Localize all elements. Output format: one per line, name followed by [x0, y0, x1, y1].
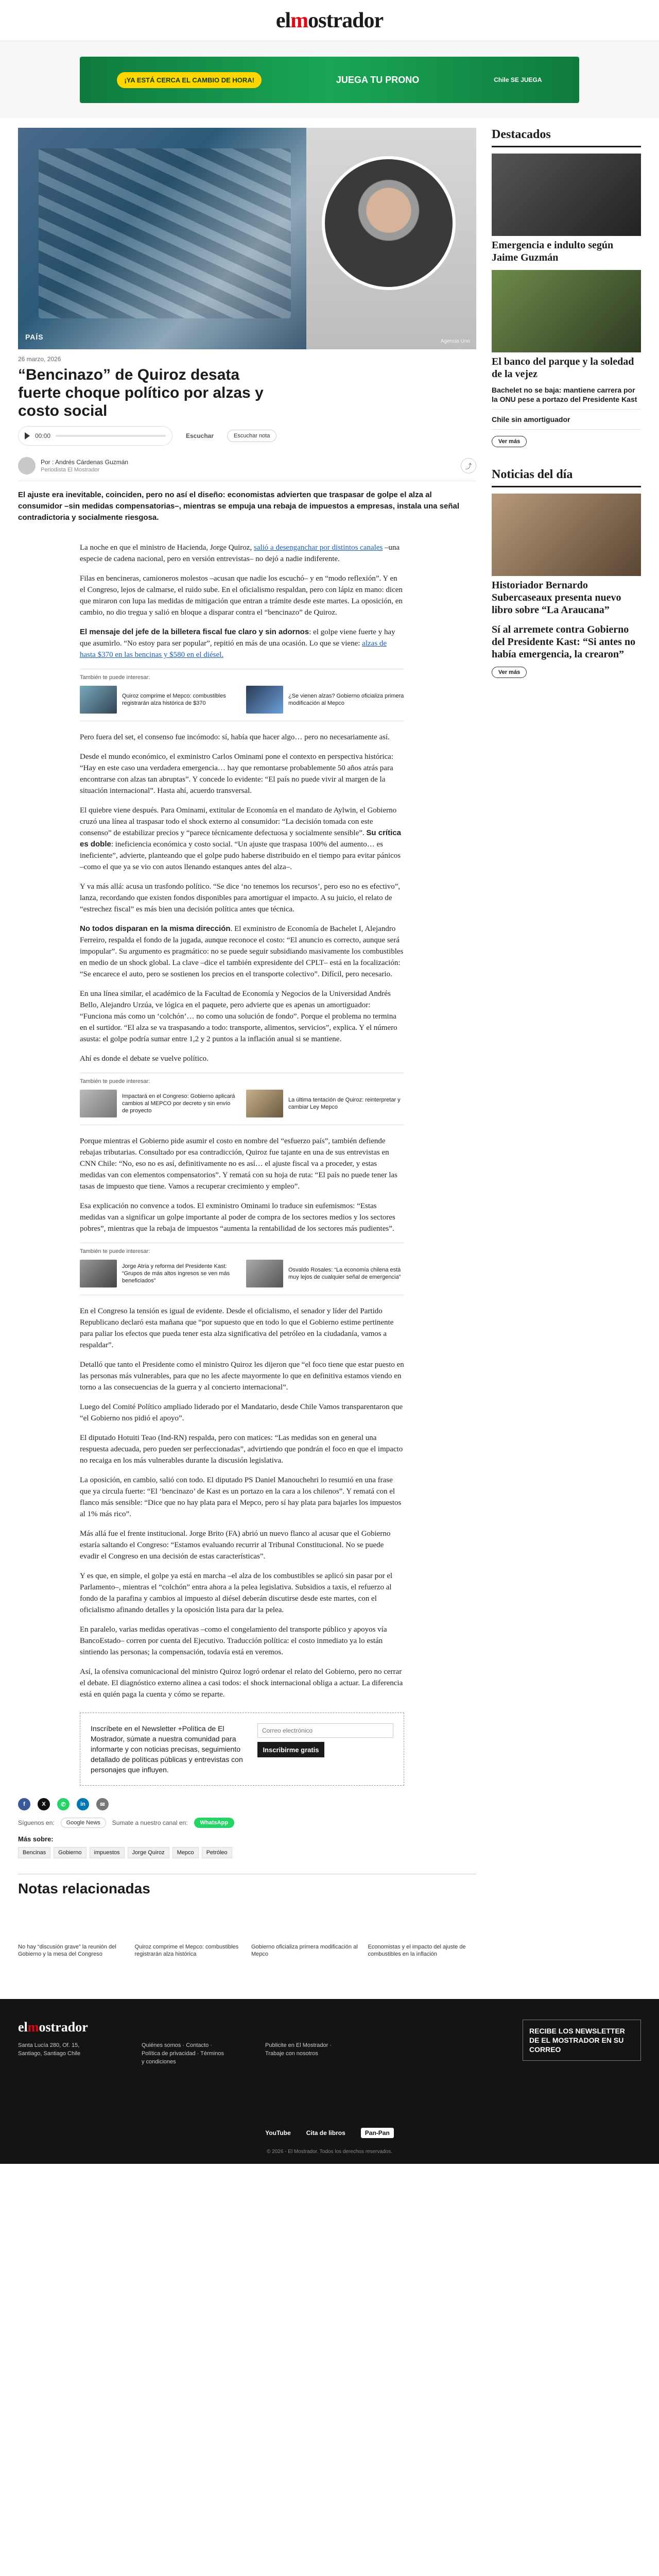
site-footer [0, 1999, 659, 2164]
related-thumbnail [80, 1260, 117, 1287]
sidebar-featured[interactable]: El banco del parque y la soledad de la vejez [492, 270, 641, 380]
tag[interactable]: Bencinas [18, 1847, 50, 1858]
related-item[interactable]: Quiroz comprime el Mepco: combustibles registrarán alza histórica de $370 [80, 686, 238, 714]
partner-logo[interactable]: Pan-Pan [361, 2128, 394, 2138]
newsletter-subscribe-button[interactable]: Inscribirme gratis [257, 1742, 324, 1757]
related-thumbnail [246, 1090, 283, 1117]
sidebar-featured-image [492, 270, 641, 352]
footer-newsletter-box[interactable]: RECIBE LOS NEWSLETTER DE EL MOSTRADOR EN SU CORREO [523, 2020, 641, 2061]
related-thumbnail [246, 686, 283, 714]
related-item[interactable]: Osvaldo Rosales: “La economía chilena está muy lejos de cualquier señal de emergencia” [246, 1260, 404, 1287]
whatsapp-channel-button[interactable]: WhatsApp [194, 1818, 234, 1828]
channel-label: Sumate a nuestro canal en: [112, 1819, 188, 1826]
paragraph: Pero fuera del set, el consenso fue incómodo: sí, había que hacer algo… pero no necesariamente así. [80, 733, 390, 741]
tag[interactable]: Mepco [172, 1847, 199, 1858]
sidebar-item[interactable]: Chile sin amortiguador [492, 410, 641, 430]
article-main [18, 128, 476, 1958]
listen-button[interactable]: Escuchar nota [227, 430, 276, 442]
paragraph: En el Congreso la tensión es igual de evidente. Desde el oficialismo, el senador y líder del Partido Republicano declaró esta mañana que “por supuesto que en todo lo que el Gobierno estime pertinente para paliar los efectos que pueda tener esta alza significativa del petróleo en la ciudadanía, vamos a respaldar”. [80, 1307, 394, 1349]
hero-portrait-image [322, 156, 456, 290]
related-thumbnail [80, 686, 117, 714]
site-header [0, 0, 659, 41]
footer-address: Santa Lucía 280, Of. 15, Santiago, Santiago Chile [18, 2042, 81, 2057]
author-name[interactable]: Por : Andrés Cárdenas Guzmán [41, 459, 129, 466]
site-logo[interactable]: elmostrador [275, 8, 384, 32]
related-thumbnail [246, 1260, 283, 1287]
share-icon[interactable]: ⤴ [461, 458, 476, 473]
article-lede: El ajuste era inevitable, coinciden, pero no así el diseño: economistas advierten que traspasar de golpe el alza al consumidor –sin medidas compensatorias–, mientras se empuja una rebaja de impuestos a empresas, instala una señal contradictoria y socialmente riesgosa. [18, 490, 459, 522]
sidebar-destacados-title: Destacados [492, 128, 641, 147]
play-icon[interactable] [25, 432, 30, 439]
paragraph: Porque mientras el Gobierno pide asumir el costo en nombre del “esfuerzo país”, también defiende rebajas tributarias. Consultado por esa contradicción, Quiroz fue tajante en una de sus entrevistas en CNN Chile: “No, eso no es así, definitivamente no es así… el ajuste fiscal va a proceder, y estas medidas van con elementos compensatorios”. Y rematá con su hoja de ruta: “El país no puede tener las tasas de impuesto que tiene. Vamos a recuperar crecimiento y empleo”. [80, 1137, 398, 1191]
copyright: © 2026 - El Mostrador. Todos los derechos reservados. [267, 2149, 392, 2155]
audio-player[interactable] [18, 426, 172, 446]
related-item[interactable]: Impactará en el Congreso: Gobierno aplicará cambios al MEPCO por decreto y sin envío de proyecto [80, 1090, 238, 1117]
tag[interactable]: Jorge Quiroz [128, 1847, 169, 1858]
paragraph: El mensaje del jefe de la billetera fiscal fue claro y sin adornos: el golpe viene fuerte y hay que asumirlo. “No estoy para ser popular”, repitió en más de una ocasión. Lo que se viene: alzas de hasta $370 en las bencinas y $580 en el diésel. [80, 628, 395, 659]
paragraph: Así, la ofensiva comunicacional del ministro Quiroz logró ordenar el relato del Gobierno, pero no cerrar el debate. El diagnóstico externo alinea a casi todos: el shock internacional obliga a actuar. La diferencia está en quién paga la cuenta y cómo se reparte. [80, 1668, 403, 1699]
related-box [80, 1243, 404, 1295]
sidebar-item[interactable]: Bachelet no se baja: mantiene carrera por la ONU pese a portazo del Presidente Kast [492, 380, 641, 410]
paragraph: Esa explicación no convence a todos. El exministro Ominami lo traduce sin eufemismos: “Estas medidas van a significar un golpe importante al poder de compra de los sectores medios y los sectores pobres”, mientras que la rebaja de impuestos “aumenta la rentabilidad de los sectores más pudientes”. [80, 1202, 395, 1233]
related-notes-title: Notas relacionadas [18, 1880, 150, 1896]
tag[interactable]: Gobierno [54, 1847, 86, 1858]
footer-logo[interactable]: elmostrador [18, 2020, 88, 2035]
follow-label: Síguenos en: [18, 1819, 55, 1826]
newsletter-form [257, 1723, 393, 1775]
follow-row [18, 1818, 476, 1828]
sidebar-news[interactable]: Historiador Bernardo Subercaseaux presenta nuevo libro sobre “La Araucana” [492, 494, 641, 616]
sidebar-notas-dia-title: Noticias del día [492, 468, 641, 487]
paragraph: Luego del Comité Político ampliado liderado por el Mandatario, desde Chile Vamos transparentaron que “el Gobierno nos pidió el apoyo”. [80, 1403, 403, 1422]
audio-time: 00:00 [35, 432, 51, 439]
ver-mas-button[interactable]: Ver más [492, 667, 527, 678]
partner-logo[interactable]: Cita de libros [306, 2129, 345, 2137]
x-icon[interactable]: X [38, 1798, 50, 1810]
paragraph: Ahí es donde el debate se vuelve político. [80, 1055, 209, 1063]
photo-credit: Agencia Uno [440, 338, 470, 344]
paragraph: Más allá fue el frente institucional. Jorge Brito (FA) abrió un nuevo flanco al acusar que el Gobierno estaría saltando el Congreso: “Estamos evaluando recurrir al Tribunal Constitucional. No se puede evadir el Congreso en una decisión de estas características”. [80, 1530, 391, 1561]
author-role: Periodista El Mostrador [41, 467, 100, 473]
related-label: También te puede interesar: [80, 1248, 150, 1255]
email-icon[interactable]: ✉ [96, 1798, 109, 1810]
section-tag[interactable]: PAÍS [25, 333, 44, 341]
audio-track[interactable] [56, 435, 166, 437]
sidebar [492, 128, 641, 1958]
related-item[interactable]: Jorge Atria y reforma del Presidente Kast: “Grupos de más altos ingresos se ven más beneficiados” [80, 1260, 238, 1287]
ad-pill: ¡YA ESTÁ CERCA EL CAMBIO DE HORA! [117, 72, 262, 88]
google-news-button[interactable]: Google News [61, 1818, 106, 1828]
newsletter-email-input[interactable] [257, 1723, 393, 1738]
facebook-icon[interactable]: f [18, 1798, 30, 1810]
related-box [80, 1073, 404, 1125]
tag-list [18, 1847, 476, 1858]
footer-partners [0, 2128, 659, 2138]
related-note[interactable]: No hay “discusión grave” la reunión del Gobierno y la mesa del Congreso [18, 1944, 116, 1957]
paragraph: El quiebre viene después. Para Ominami, extitular de Economía en el mandato de Aylwin, el Gobierno cruzó una línea al traspasar todo el shock externo al consumidor: “La decisión tomada con este consenso” de estabilizar precios y “parece técnicamente defectuosa y socialmente sensible”. Su crítica es doble: ineficiencia económica y costo social. “Un ajuste que traspasa 100% del aumento… es ineficiente”, advierte, planteando que el golpe pudo haberse distribuido en el tiempo para evitar pánicos –como el que ya se vio con autos llenando estanques antes del alza–. [80, 806, 401, 871]
author-row [18, 457, 476, 481]
tag[interactable]: Petróleo [202, 1847, 232, 1858]
tag[interactable]: impuestos [90, 1847, 125, 1858]
newsletter-box [80, 1713, 404, 1786]
sidebar-featured-image [492, 154, 641, 236]
paragraph: En una línea similar, el académico de la Facultad de Economía y Negocios de la Universidad Andrés Bello, Alejandro Urzúa, ve lógica en el paquete, pero advierte que es apenas un amortiguador: “Funciona más como un ‘colchón’… no como una solución de fondo”. Porque el problema no termina en el surtidor. “El alza se va traspasando a todo: transporte, alimentos, servicios”, explica. Y el número asusta: el golpe podría sumar entre 1,2 y 2 puntos a la inflación anual si se mantiene. [80, 990, 397, 1043]
article-date: 26 marzo, 2026 [18, 355, 61, 363]
inline-link[interactable]: alzas de hasta $370 en las bencinas y $580 en el diésel. [80, 639, 387, 659]
related-box [80, 669, 404, 721]
related-item[interactable]: ¿Se vienen alzas? Gobierno oficializa primera modificación al Mepco [246, 686, 404, 714]
ad-banner-wrapper [0, 41, 659, 118]
related-note[interactable]: Economistas y el impacto del ajuste de combustibles en la inflación [368, 1944, 466, 1957]
more-about-label: Más sobre: [18, 1835, 54, 1843]
related-item[interactable]: La última tentación de Quiroz: reinterpretar y cambiar Ley Mepco [246, 1090, 404, 1117]
ad-headline: JUEGA TU PRONO [336, 75, 420, 85]
related-label: También te puede interesar: [80, 674, 150, 681]
sidebar-news-image [492, 494, 641, 576]
inline-link[interactable]: salió a desenganchar por distintos canales [253, 544, 383, 552]
sidebar-news-text[interactable]: Sí al arremete contra Gobierno del Presidente Kast: “Si antes no había emergencia, la crearon” [492, 624, 636, 660]
paragraph: Y es que, en simple, el golpe ya está en marcha –el alza de los combustibles se aplicó sin pasar por el Parlamento–, mientras el “colchón” entra ahora a la pelea legislativa. Subsidios a taxis, el refuerzo al fondo de la parafina y cambios al impuesto al diésel deberán discutirse desde este martes, con el oficialismo afinando detalles y la oposición lista para dar la pelea. [80, 1572, 393, 1614]
footer-links[interactable]: Publicite en El Mostrador · Trabaje con nosotros [265, 2042, 332, 2057]
article-body [80, 542, 404, 1786]
paragraph: La oposición, en cambio, salió con todo. El diputado PS Daniel Manouchehri lo resumió en una frase que ya circula fuerte: “El ‘bencinazo’ de Kast es un portazo en la cara a los chilenos”. Y rematá con el flanco más sensible: “Dice que no hay plata para el Mepco, pero sí hay plata para bajarles los impuestos al 1% más rico”. [80, 1476, 402, 1518]
linkedin-icon[interactable]: in [77, 1798, 89, 1810]
related-note[interactable]: Quiroz comprime el Mepco: combustibles registrarán alza histórica [134, 1944, 239, 1957]
paragraph: El diputado Hotuiti Teao (Ind-RN) respalda, pero con matices: “Las medidas son en general una respuesta adecuada, pero pueden ser perfeccionadas”, advirtiendo que pondrán el foco en que el impacto no recaiga en los más vulnerables durante la discusión legislativa. [80, 1434, 403, 1465]
paragraph: La noche en que el ministro de Hacienda, Jorge Quiroz, salió a desenganchar por distintos canales –una especie de cadena nacional, pero en versión entrevistas– no dejó a nadie indiferente. [80, 544, 400, 563]
newsletter-text: Inscríbete en el Newsletter +Política de El Mostrador, súmate a nuestra comunidad para informarte y con noticias precisas, seguimiento detallado de políticas públicas y entrevistas con personajes que influyen. [91, 1724, 243, 1774]
paragraph: Desde el mundo económico, el exministro Carlos Ominami pone el contexto en perspectiva histórica: “Hay en este caso una verdadera emergencia… hay que remontarse probablemente 50 años atrás para encontrarse con alzas tan abruptas”. Y concede lo evidente: “El país no puede vivir al margen de la situación internacional”. Hasta ahí, acuerdo transversal. [80, 753, 394, 795]
related-thumbnail [80, 1090, 117, 1117]
hero-banknotes-image [18, 128, 306, 349]
hero-image [18, 128, 476, 349]
related-note[interactable]: Gobierno oficializa primera modificación al Mepco [251, 1944, 358, 1957]
paragraph: Y va más allá: acusa un trasfondo político. “Se dice ‘no tenemos los recursos’, pero eso no es efectivo”, lanza, recordando que existen fondos disponibles para amortiguar el impacto. A su juicio, el relato de “estrechez fiscal” es más bien una decisión política antes que técnica. [80, 883, 401, 913]
ver-mas-button[interactable]: Ver más [492, 436, 527, 447]
related-notes [18, 1874, 476, 1958]
listen-label: Escuchar [186, 432, 214, 439]
youtube-logo[interactable]: YouTube [265, 2129, 291, 2137]
article-title: “Bencinazo” de Quiroz desata fuerte choque político por alzas y costo social [18, 366, 264, 419]
ad-brand: Chile SE JUEGA [494, 76, 542, 83]
whatsapp-icon[interactable]: ✆ [57, 1798, 70, 1810]
author-avatar [18, 457, 36, 474]
page-container [18, 118, 641, 1958]
audio-row [18, 426, 476, 446]
paragraph: Filas en bencineras, camioneros molestos –acusan que nadie los escuchó– y en “modo reflexión”. Y en el Congreso, lejos de calmarse, el ruido sube. En el oficialismo respaldan, pero con lápiz en mano: dicen que miraron con lupa las medidas de mitigación que entran a trámite desde este martes. La oposición, en cambio, no dio tregua y salió en bloque a disparar contra el “bencinazo” de Quiroz. [80, 574, 403, 617]
footer-links[interactable]: Quiénes somos · Contacto · Política de privacidad · Términos y condiciones [142, 2042, 224, 2065]
ad-banner[interactable] [80, 57, 579, 103]
paragraph: Detalló que tanto el Presidente como el ministro Quiroz les dijeron que “el foco tiene que estar puesto en las personas más vulnerables, para que no les afecte mayormente lo que en definitiva estamos viendo en torno a las consecuencias de la guerra y al concierto internacional”. [80, 1361, 404, 1392]
sidebar-featured[interactable]: Emergencia e indulto según Jaime Guzmán [492, 154, 641, 264]
share-row [18, 1798, 476, 1810]
related-label: También te puede interesar: [80, 1078, 150, 1084]
paragraph: No todos disparan en la misma dirección. El exministro de Economía de Bachelet I, Alejandro Ferreiro, respalda el fondo de la jugada, aunque reconoce el costo: “El anuncio es correcto, aunque será impopular”. Su argumento es pragmático: no se puede seguir subsidiando masivamente los combustibles en medio de un shock global. La clave –dice el también expresidente del CPLT– está en la focalización: “Se encarece el auto, pero se sostienen los precios en el transporte colectivo”. Difícil, pero necesario. [80, 924, 404, 978]
paragraph: En paralelo, varias medidas operativas –como el congelamiento del transporte público y apoyos vía BancoEstado– corren por cuenta del Ejecutivo. Traducción política: el costo inmediato ya lo están sintiendo las personas; la compensación, todavía está en veremos. [80, 1625, 387, 1656]
author-block[interactable] [18, 457, 128, 474]
